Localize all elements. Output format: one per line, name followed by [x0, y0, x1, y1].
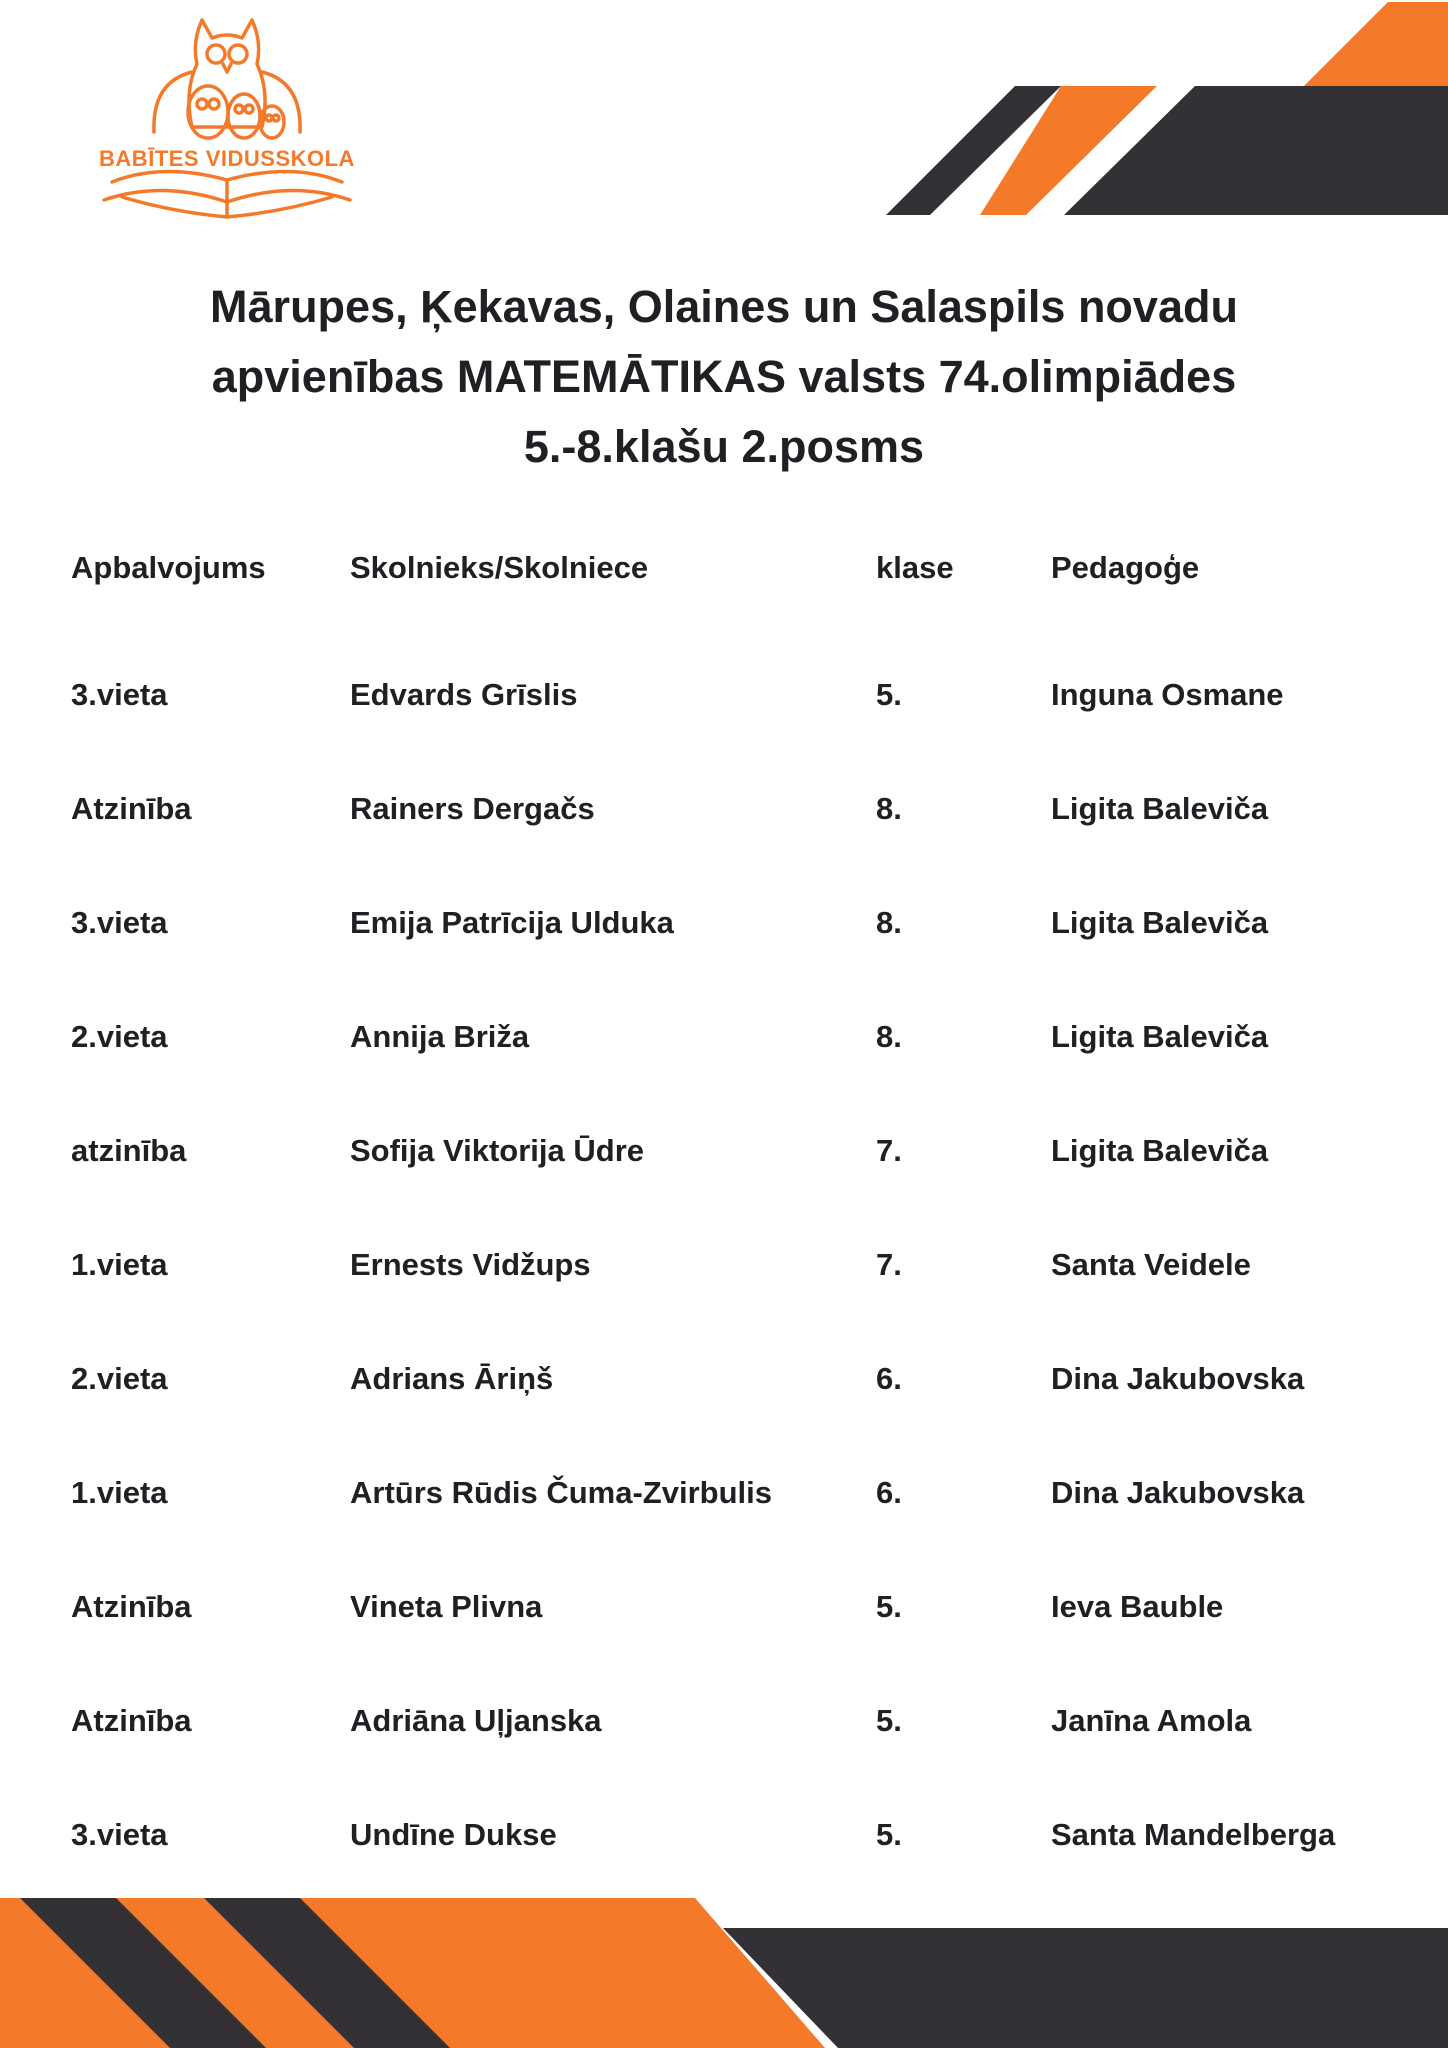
award-cell: Atzinība: [71, 791, 192, 826]
grade-cell: 8.: [876, 905, 902, 940]
teacher-cell: Ligita Baleviča: [1051, 1133, 1269, 1168]
header-award: Apbalvojums: [71, 550, 266, 585]
header-teacher: Pedagoģe: [1051, 550, 1200, 585]
table-row: [0, 791, 1448, 835]
student-cell: Adrians Āriņš: [350, 1361, 554, 1396]
award-cell: Atzinība: [71, 1589, 192, 1624]
grade-cell: 8.: [876, 1019, 902, 1054]
table-row: [0, 1475, 1448, 1519]
grade-cell: 5.: [876, 1703, 902, 1738]
award-cell: 2.vieta: [71, 1019, 168, 1054]
table-row: [0, 905, 1448, 949]
table-row: [0, 1019, 1448, 1063]
teacher-cell: Ieva Bauble: [1051, 1589, 1224, 1624]
student-cell: Adriāna Uļjanska: [350, 1703, 602, 1738]
table-row: [0, 1589, 1448, 1633]
teacher-cell: Santa Veidele: [1051, 1247, 1251, 1282]
teacher-cell: Janīna Amola: [1051, 1703, 1252, 1738]
student-cell: Emija Patrīcija Ulduka: [350, 905, 674, 940]
student-cell: Vineta Plivna: [350, 1589, 543, 1624]
teacher-cell: Dina Jakubovska: [1051, 1475, 1305, 1510]
teacher-cell: Santa Mandelberga: [1051, 1817, 1336, 1852]
page-title: [124, 272, 1324, 482]
teacher-cell: Dina Jakubovska: [1051, 1361, 1305, 1396]
student-cell: Undīne Dukse: [350, 1817, 557, 1852]
award-cell: 1.vieta: [71, 1247, 168, 1282]
header-student: Skolnieks/Skolniece: [350, 550, 649, 585]
grade-cell: 6.: [876, 1361, 902, 1396]
teacher-cell: Inguna Osmane: [1051, 677, 1284, 712]
table-row: [0, 1247, 1448, 1291]
table-row: [0, 677, 1448, 721]
student-cell: Rainers Dergačs: [350, 791, 595, 826]
student-cell: Annija Briža: [350, 1019, 530, 1054]
student-cell: Ernests Vidžups: [350, 1247, 591, 1282]
teacher-cell: Ligita Baleviča: [1051, 1019, 1269, 1054]
grade-cell: 5.: [876, 1589, 902, 1624]
grade-cell: 8.: [876, 791, 902, 826]
school-name: BABĪTES VIDUSSKOLA: [99, 146, 355, 171]
award-cell: Atzinība: [71, 1703, 192, 1738]
table-row: [0, 1703, 1448, 1747]
table-row: [0, 1361, 1448, 1405]
student-cell: Sofija Viktorija Ūdre: [350, 1133, 645, 1168]
award-cell: 2.vieta: [71, 1361, 168, 1396]
award-cell: 3.vieta: [71, 1817, 168, 1852]
table-row: [0, 1817, 1448, 1861]
student-cell: Artūrs Rūdis Čuma-Zvirbulis: [350, 1475, 772, 1510]
award-cell: 3.vieta: [71, 905, 168, 940]
grade-cell: 5.: [876, 1817, 902, 1852]
table-row: [0, 1133, 1448, 1177]
student-cell: Edvards Grīslis: [350, 677, 578, 712]
title-line-1: Mārupes, Ķekavas, Olaines un Salaspils novadu: [210, 281, 1238, 332]
owl-book-logo-icon: [92, 12, 362, 222]
title-line-2: apvienības MATEMĀTIKAS valsts 74.olimpiādes: [211, 351, 1237, 402]
table-header: [0, 550, 1448, 594]
award-cell: atzinība: [71, 1133, 187, 1168]
title-line-3: 5.-8.klašu 2.posms: [523, 421, 925, 472]
award-cell: 3.vieta: [71, 677, 168, 712]
grade-cell: 6.: [876, 1475, 902, 1510]
teacher-cell: Ligita Baleviča: [1051, 905, 1269, 940]
grade-cell: 7.: [876, 1247, 902, 1282]
teacher-cell: Ligita Baleviča: [1051, 791, 1269, 826]
header-grade: klase: [876, 550, 954, 585]
award-cell: 1.vieta: [71, 1475, 168, 1510]
grade-cell: 5.: [876, 677, 902, 712]
grade-cell: 7.: [876, 1133, 902, 1168]
